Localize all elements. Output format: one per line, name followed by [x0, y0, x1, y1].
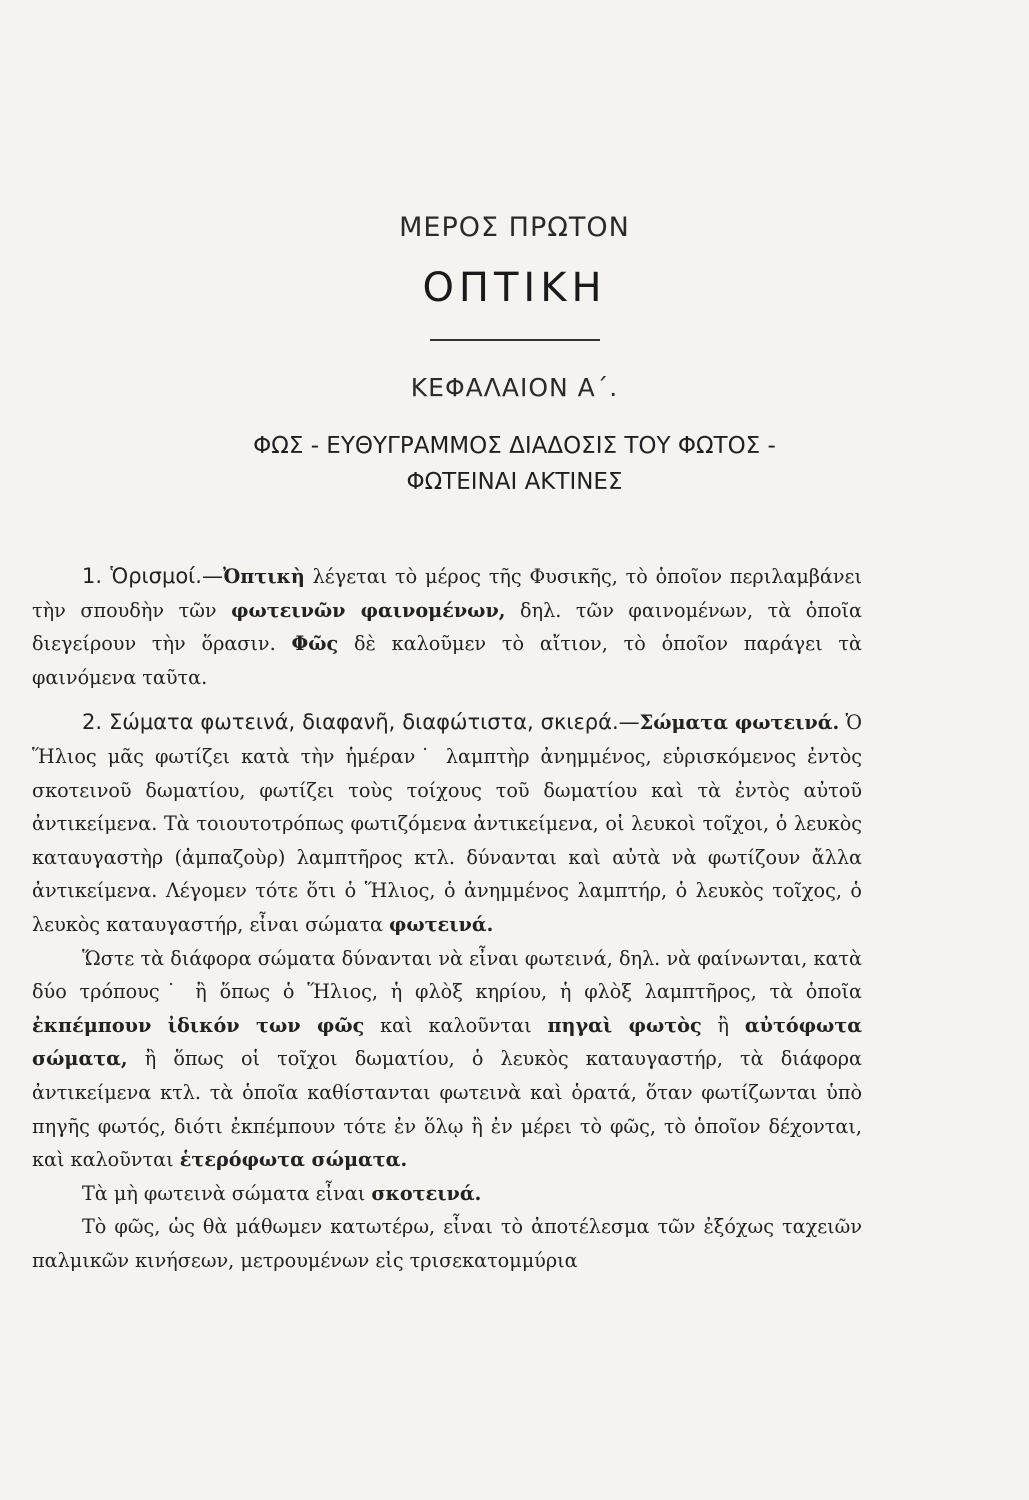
- section-1-label: 1. Ὁρισμοί.—: [82, 564, 223, 588]
- bold-term: σκοτεινά.: [371, 1181, 482, 1205]
- text-run: Ὥστε τὰ διάφορα σώματα δύνανται νὰ εἶναι φωτεινά, δηλ. νὰ φαίνωνται, κατὰ δύο τρόπους˙ ἢ ὅπως ὁ Ἥλιος, ἡ φλὸξ κηρίου, ἡ φλὸξ λαμπτῆρος, τὰ ὁποῖα: [32, 946, 862, 1004]
- paragraph-light-sources: [32, 942, 862, 1177]
- section-2-label: 2. Σώματα φωτεινά, διαφανῆ, διαφώτιστα, σκιερά.—: [82, 710, 640, 735]
- text-run: Τὰ μὴ φωτεινὰ σώματα εἶναι: [82, 1181, 372, 1205]
- bold-term: φωτεινά.: [389, 912, 494, 936]
- section-heading: [0, 428, 1029, 500]
- section-heading-line-1: ΦΩΣ - ΕΥΘΥΓΡΑΜΜΟΣ ΔΙΑΔΟΣΙΣ ΤΟΥ ΦΩΤΟΣ -: [253, 433, 776, 459]
- bold-term: φωτεινῶν φαινομένων,: [231, 598, 506, 622]
- chapter-title: ΚΕΦΑΛΑΙΟΝ Α΄.: [410, 373, 619, 402]
- term-optics: Ὀπτικὴ: [222, 565, 305, 588]
- title-divider: [430, 339, 600, 341]
- paragraph-definitions: [32, 560, 862, 694]
- page-title: ΟΠΤΙΚΗ: [422, 265, 607, 311]
- paragraph-nature-of-light: [32, 1210, 862, 1277]
- bold-term: πηγαὶ φωτὸς: [547, 1013, 702, 1037]
- paragraph-dark-bodies: [32, 1177, 862, 1211]
- part-title: ΜΕΡΟΣ ΠΡΩΤΟΝ: [399, 212, 630, 243]
- paragraph-bodies: [32, 706, 862, 941]
- text-run: δηλ. τῶν φαινομένων, τὰ ὁποῖα διεγείρουν τὴν ὅρασιν.: [32, 598, 862, 656]
- bold-term: ἑτερόφωτα σώματα.: [179, 1148, 408, 1172]
- section-heading-line-2: ΦΩΤΕΙΝΑΙ ΑΚΤΙΝΕΣ: [406, 469, 623, 495]
- body-text: [32, 560, 862, 1277]
- bold-term: ἐκπέμπουν ἰδικόν των φῶς: [32, 1013, 365, 1037]
- text-run: δὲ καλοῦμεν τὸ αἴτιον, τὸ ὁποῖον παράγει τὰ φαινόμενα ταῦτα.: [32, 632, 862, 689]
- bold-term: αὐτόφωτα σώματα,: [32, 1013, 862, 1071]
- text-run: καὶ καλοῦνται: [364, 1013, 548, 1037]
- chapter-header: [0, 212, 1029, 500]
- bold-term: Φῶς: [291, 632, 339, 656]
- text-run: Τὸ φῶς, ὡς θὰ μάθωμεν κατωτέρω, εἶναι τὸ ἀποτέλεσμα τῶν ἐξόχως ταχειῶν παλμικῶν κινήσεων, μετρουμένων εἰς τρισεκατομμύρια: [32, 1215, 862, 1272]
- text-run: ἢ ὅπως οἱ τοῖχοι δωματίου, ὁ λευκὸς καταυγαστήρ, τὰ διάφορα ἀντικείμενα κτλ. τὰ ὁποῖα καθίστανται φωτεινὰ καὶ ὁρατά, ὅταν φωτίζωνται ὑπὸ πηγῆς φωτός, διότι ἐκπέμπουν τότε ἐν ὅλῳ ἢ ἐν μέρει τὸ φῶς, τὸ ὁποῖον δέχονται, καὶ καλοῦνται: [32, 1047, 862, 1172]
- text-run: ἢ: [701, 1013, 745, 1037]
- text-run: λέγεται τὸ μέρος τῆς Φυσικῆς, τὸ ὁποῖον περιλαμβάνει τὴν σπουδὴν τῶν: [32, 565, 862, 622]
- bold-term: Σώματα φωτεινά.: [639, 711, 840, 735]
- text-run: Ὁ Ἥλιος μᾶς φωτίζει κατὰ τὴν ἡμέραν˙ λαμπτὴρ ἀνημμένος, εὑρισκόμενος ἐντὸς σκοτεινοῦ δωματίου, φωτίζει τοὺς τοίχους τοῦ δωματίου καὶ τὰ ἐντὸς αὐτοῦ ἀντικείμενα. Τὰ τοιουτοτρόπως φωτιζόμενα ἀντικείμενα, οἱ λευκοὶ τοῖχοι, ὁ λευκὸς καταυγαστὴρ (ἀμπαζοὺρ) λαμπτῆρος κτλ. δύνανται καὶ αὐτὰ νὰ φωτίζουν ἄλλα ἀντικείμενα. Λέγομεν τότε ὅτι ὁ Ἥλιος, ὁ ἀνημμένος λαμπτήρ, ὁ λευκὸς τοῖχος, ὁ λευκὸς καταυγαστήρ, εἶναι σώματα: [32, 711, 862, 936]
